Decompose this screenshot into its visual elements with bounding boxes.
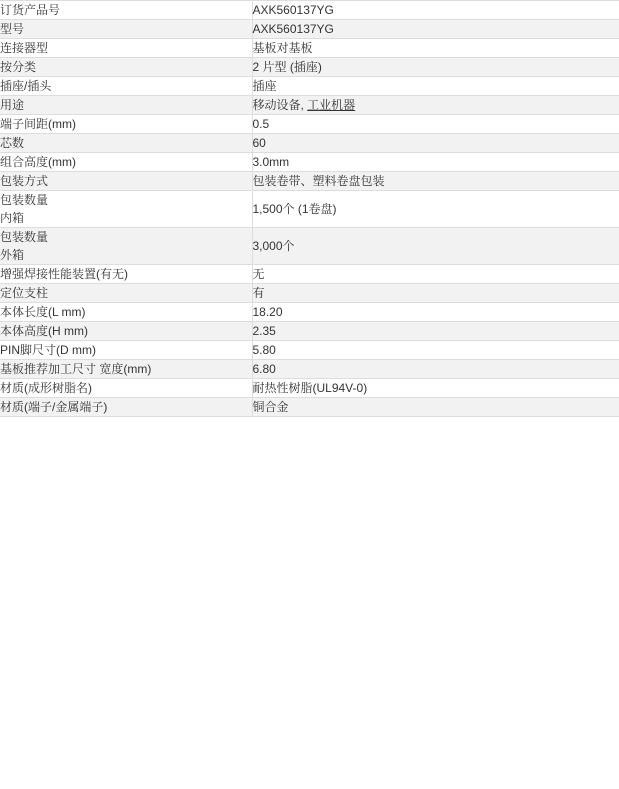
- spec-label-subtext: 外箱: [0, 248, 25, 262]
- spec-label-cell: [0, 20, 252, 39]
- spec-label-text: 包装方式: [0, 174, 49, 188]
- spec-value-text: 包装卷带、塑料卷盘包装: [252, 174, 385, 188]
- spec-value-text: 基板对基板: [252, 41, 313, 55]
- spec-label-text: 包装数量: [0, 230, 49, 244]
- spec-value-text: 无: [252, 267, 265, 281]
- spec-label-cell: [0, 58, 252, 77]
- spec-label-cell: [0, 228, 252, 265]
- spec-value-cell: [252, 398, 619, 417]
- spec-value-cell: [252, 20, 619, 39]
- table-row: [0, 322, 619, 341]
- spec-label-text: 本体长度(L mm): [0, 305, 86, 319]
- table-row: [0, 96, 619, 115]
- table-row: [0, 379, 619, 398]
- spec-value-cell: [252, 77, 619, 96]
- spec-value-cell: [252, 172, 619, 191]
- spec-label-text: 芯数: [0, 136, 25, 150]
- spec-label-cell: [0, 191, 252, 228]
- spec-value-text: 3.0mm: [252, 155, 290, 169]
- spec-value-text: 插座: [252, 79, 277, 93]
- spec-label-text: 本体高度(H mm): [0, 324, 88, 338]
- table-row: [0, 265, 619, 284]
- spec-label-cell: [0, 1, 252, 20]
- spec-value-text: 1,500个 (1卷盘): [252, 202, 337, 216]
- table-row: [0, 134, 619, 153]
- table-row: [0, 398, 619, 417]
- spec-label-text: 包装数量: [0, 193, 49, 207]
- spec-value-text: 移动设备,: [252, 98, 308, 112]
- spec-label-cell: [0, 153, 252, 172]
- table-row: [0, 153, 619, 172]
- spec-label-cell: [0, 303, 252, 322]
- spec-value-text: 耐热性树脂(UL94V-0): [252, 381, 368, 395]
- table-row: [0, 77, 619, 96]
- spec-value-cell: [252, 360, 619, 379]
- spec-label-text: PIN脚尺寸(D mm): [0, 343, 96, 357]
- spec-label-text: 增强焊接性能装置(有无): [0, 267, 128, 281]
- spec-value-text: 6.80: [252, 362, 276, 376]
- table-row: [0, 172, 619, 191]
- spec-value-text: 5.80: [252, 343, 276, 357]
- spec-value-cell: [252, 191, 619, 228]
- table-row: [0, 39, 619, 58]
- spec-value-text: AXK560137YG: [252, 3, 334, 17]
- spec-value-link[interactable]: 工业机器: [307, 98, 356, 112]
- spec-label-text: 订货产品号: [0, 3, 61, 17]
- table-row: [0, 191, 619, 228]
- spec-value-cell: [252, 58, 619, 77]
- spec-label-text: 按分类: [0, 60, 37, 74]
- table-row: [0, 115, 619, 134]
- spec-value-cell: [252, 134, 619, 153]
- spec-value-cell: [252, 96, 619, 115]
- spec-value-text: 2.35: [252, 324, 276, 338]
- table-row: [0, 58, 619, 77]
- spec-label-text: 用途: [0, 98, 25, 112]
- spec-value-cell: [252, 341, 619, 360]
- spec-label-cell: [0, 322, 252, 341]
- spec-label-text: 端子间距(mm): [0, 117, 76, 131]
- spec-value-text: 铜合金: [252, 400, 289, 414]
- spec-label-cell: [0, 360, 252, 379]
- table-row: [0, 228, 619, 265]
- table-row: [0, 284, 619, 303]
- spec-label-cell: [0, 341, 252, 360]
- spec-label-cell: [0, 379, 252, 398]
- spec-label-cell: [0, 77, 252, 96]
- spec-label-cell: [0, 115, 252, 134]
- spec-value-text: 0.5: [252, 117, 270, 131]
- spec-label-subtext: 内箱: [0, 211, 25, 225]
- spec-value-text: 60: [252, 136, 266, 150]
- table-row: [0, 20, 619, 39]
- spec-value-cell: [252, 39, 619, 58]
- spec-label-cell: [0, 39, 252, 58]
- spec-label-text: 型号: [0, 22, 25, 36]
- spec-label-text: 定位支柱: [0, 286, 49, 300]
- spec-value-cell: [252, 303, 619, 322]
- table-row: [0, 360, 619, 379]
- spec-table-body: [0, 1, 619, 417]
- spec-label-cell: [0, 172, 252, 191]
- spec-label-text: 连接器型: [0, 41, 49, 55]
- spec-label-text: 组合高度(mm): [0, 155, 76, 169]
- spec-label-text: 基板推荐加工尺寸 宽度(mm): [0, 362, 152, 376]
- table-row: [0, 1, 619, 20]
- spec-value-text: 18.20: [252, 305, 283, 319]
- spec-label-text: 材质(端子/金属端子): [0, 400, 108, 414]
- table-row: [0, 303, 619, 322]
- table-row: [0, 341, 619, 360]
- spec-label-cell: [0, 134, 252, 153]
- spec-value-cell: [252, 153, 619, 172]
- spec-label-cell: [0, 96, 252, 115]
- spec-value-text: AXK560137YG: [252, 22, 334, 36]
- spec-value-text: 有: [252, 286, 265, 300]
- spec-label-text: 插座/插头: [0, 79, 52, 93]
- spec-value-cell: [252, 1, 619, 20]
- spec-label-text: 材质(成形树脂名): [0, 381, 92, 395]
- spec-value-cell: [252, 322, 619, 341]
- spec-label-cell: [0, 284, 252, 303]
- spec-value-cell: [252, 284, 619, 303]
- spec-value-text: 2 片型 (插座): [252, 60, 322, 74]
- spec-label-cell: [0, 398, 252, 417]
- spec-value-cell: [252, 379, 619, 398]
- spec-value-text: 3,000个: [252, 239, 295, 253]
- spec-value-cell: [252, 228, 619, 265]
- spec-value-cell: [252, 115, 619, 134]
- spec-value-cell: [252, 265, 619, 284]
- spec-label-cell: [0, 265, 252, 284]
